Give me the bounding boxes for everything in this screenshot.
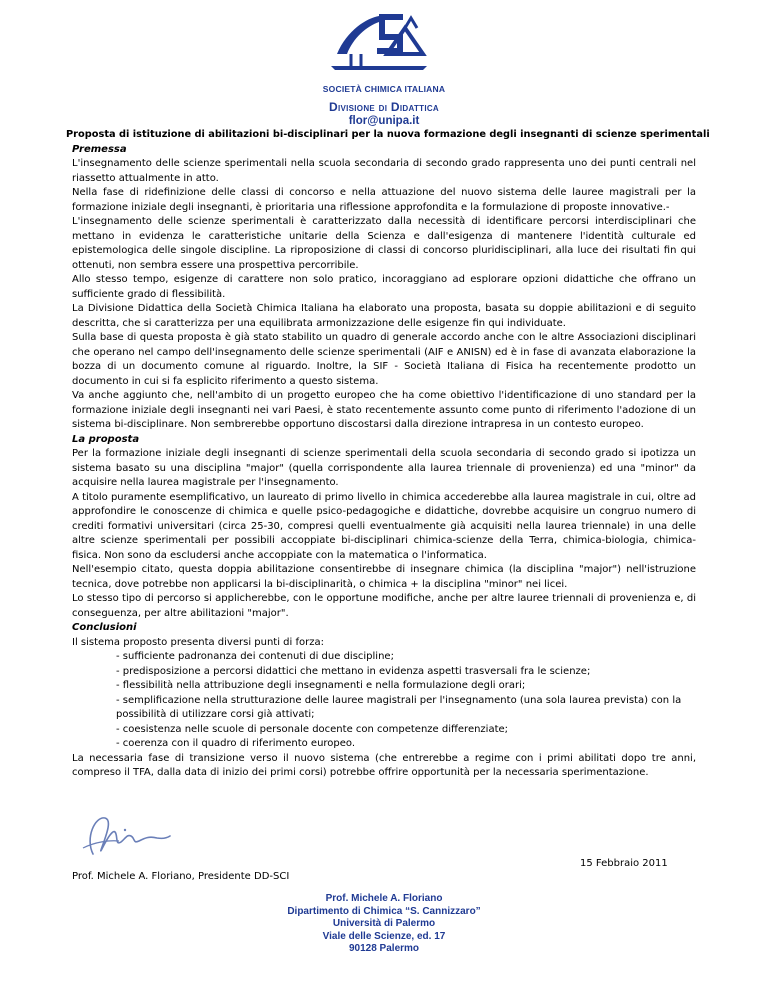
signer-name: Prof. Michele A. Floriano, Presidente DD-SCI <box>72 871 290 882</box>
footer-line: Viale delle Scienze, ed. 17 <box>322 930 446 942</box>
paragraph: Nell'esempio citato, questa doppia abilitazione consentirebbe di insegnare chimica (la disciplina "major") nell'istruzione tecnica, dove potrebbe non applicarsi la bi-disciplinarità, o chimica + la disciplina "minor" nei licei. <box>72 564 696 590</box>
contact-email[interactable]: flor@unipa.it <box>348 115 420 127</box>
division-name: Divisione di Didattica <box>328 100 439 114</box>
paragraph: La necessaria fase di transizione verso il nuovo sistema (che entrerebbe a regime con i primi abilitati dopo tre anni, compreso il TFA, dalla data di inizio dei primi corsi) potrebbe offrire opportunità per la necessaria sperimentazione. <box>72 752 696 778</box>
list-item: - flessibilità nella attribuzione degli insegnamenti e nella formulazione degli orari; <box>116 680 526 691</box>
list-item: - coerenza con il quadro di riferimento europeo. <box>116 738 356 749</box>
paragraph: La Divisione Didattica della Società Chimica Italiana ha elaborato una proposta, basata su doppie abilitazioni e di seguito descritta, che si caratterizza per una equilibrata armonizzazione delle esigenze fin qui individuate. <box>72 303 696 329</box>
strengths-list <box>72 650 696 752</box>
document-body <box>66 128 710 781</box>
paragraph: Il sistema proposto presenta diversi punti di forza: <box>72 636 324 648</box>
paragraph: Sulla base di questa proposta è già stato stabilito un quadro di generale accordo anche con le altre Associazioni disciplinari che operano nel campo dell'insegnamento delle scienze sperimentali (AIF e ANISN) ed è in fase di avanzata elaborazione la bozza di un documento comune al riguardo. Inoltre, la SIF - Società Italiana di Fisica ha recentemente prodotto un documento in cui si fa esplicito riferimento a questo sistema. <box>72 332 696 387</box>
paragraph: Va anche aggiunto che, nell'ambito di un progetto europeo che ha come obiettivo l'identificazione di uno standard per la formazione iniziale degli insegnanti nei vari Paesi, è stato recentemente assunto come punto di riferimento l'adozione di un sistema bi-disciplinare. Non sembrerebbe opportuno discostarsi dalla direzione intrapresa in un contesto europeo. <box>72 390 696 430</box>
paragraph: L'insegnamento delle scienze sperimentali è caratterizzato dalla necessità di identificare percorsi interdisciplinari che mettano in evidenza le caratteristiche unitarie della Scienza e dall'esigenza di mantenere l'identità culturale ed epistemologica delle singole discipline. La riproposizione di classi di concorso pluridisciplinari, alla luce dei risultati fin qui ottenuti, non sembra essere una prospettiva percorribile. <box>72 216 696 271</box>
paragraph: Allo stesso tempo, esigenze di carattere non solo pratico, incoraggiano ad esplorare opzioni didattiche che offrano un sufficiente grado di flessibilità. <box>72 274 696 300</box>
section-heading-proposta: La proposta <box>72 433 140 445</box>
document-title: Proposta di istituzione di abilitazioni bi-disciplinari per la nuova formazione degli insegnanti di scienze sperimentali <box>66 129 710 140</box>
section-heading-premessa: Premessa <box>72 143 127 155</box>
section-heading-conclusioni: Conclusioni <box>72 622 137 633</box>
footer-line: Prof. Michele A. Floriano <box>325 893 443 904</box>
footer-line: Dipartimento di Chimica “S. Cannizzaro” <box>287 905 481 917</box>
paragraph: Lo stesso tipo di percorso si applicherebbe, con le opportune modifiche, anche per altre lauree triennali di provenienza e, di conseguenza, per altre abilitazioni "major". <box>72 593 696 619</box>
paragraph: Per la formazione iniziale degli insegnanti di scienze sperimentali della scuola secondaria di secondo grado si ipotizza un sistema basato su una disciplina "major" (quella corrispondente alla laurea triennale di provenienza) ed una "minor" da acquisire nella laurea magistrale per l'insegnamento. <box>72 448 696 488</box>
handwritten-signature-icon <box>75 808 173 863</box>
list-item: - sufficiente padronanza dei contenuti di due discipline; <box>116 651 394 662</box>
footer-address <box>0 893 768 956</box>
footer-line: Università di Palermo <box>332 918 436 929</box>
paragraph: L'insegnamento delle scienze sperimentali nella scuola secondaria di secondo grado rappresenta uno dei punti centrali nel riassetto attualmente in atto. <box>72 158 696 184</box>
paragraph: Nella fase di ridefinizione delle classi di concorso e nella attuazione del nuovo sistema delle lauree magistrali per la formazione iniziale degli insegnanti, è prioritaria una riflessione approfondita e la formulazione di proposte innovative.- <box>72 187 696 213</box>
list-item: - semplificazione nella strutturazione delle lauree magistrali per l'insegnamento (una sola laurea prevista) con la possibilità di utilizzare corsi già attivati; <box>116 694 682 720</box>
list-item: - predisposizione a percorsi didattici che mettano in evidenza aspetti trasversali fra le scienze; <box>116 665 591 677</box>
document-date: 15 Febbraio 2011 <box>580 858 668 869</box>
list-item: - coesistenza nelle scuole di personale docente con competenze differenziate; <box>116 723 509 735</box>
org-name: SOCIETÀ CHIMICA ITALIANA <box>322 84 446 94</box>
footer-line: 90128 Palermo <box>348 943 420 954</box>
sci-logo-icon <box>327 8 441 88</box>
paragraph: A titolo puramente esemplificativo, un laureato di primo livello in chimica accederebbe alla laurea magistrale in cui, oltre ad approfondire le conoscenze di chimica e quelle psico-pedagogiche e didattiche, dovrebbe acquisire un congruo numero di crediti formativi universitari (circa 25-30, compresi quelli eventualmente già acquisiti nella laurea triennale) in una delle altre scienze sperimentali per possibili accoppiate bi-disciplinari chimica-scienze della Terra, chimica-biologia, chimica-fisica. Non sono da escludersi anche accoppiate con la matematica o l'informatica. <box>72 491 696 561</box>
